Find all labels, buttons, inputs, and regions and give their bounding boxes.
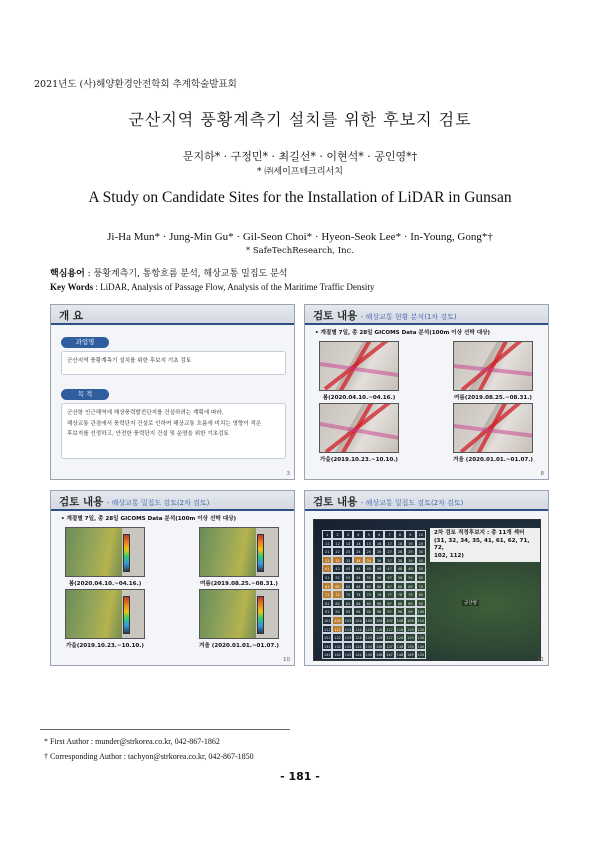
- sector-cell: 84: [353, 599, 363, 608]
- sector-cell: 95: [364, 607, 374, 616]
- sector-cell: 47: [384, 564, 394, 573]
- sector-cell: 62: [332, 582, 342, 591]
- caption-autumn: 가을(2019.10.23.~10.10.): [320, 457, 398, 463]
- sector-cell: 134: [353, 642, 363, 651]
- slide-title: 개 요: [59, 310, 83, 322]
- sector-cell: 30: [416, 547, 426, 556]
- caption-spring: 봄(2020.04.10.~04.16.): [322, 395, 396, 401]
- sector-cell: 91: [322, 607, 332, 616]
- sector-cell: 114: [353, 625, 363, 634]
- sector-cell: 119: [405, 625, 415, 634]
- sector-cell: 39: [405, 556, 415, 565]
- sector-cell: 54: [353, 573, 363, 582]
- sector-cell: 28: [395, 547, 405, 556]
- slide-candidate-sectors: [304, 490, 549, 666]
- slide-subtitle: - 해상교통 현황 분석(1차 검토): [360, 313, 457, 321]
- sector-cell: 70: [416, 582, 426, 591]
- sector-cell: 89: [405, 599, 415, 608]
- satellite-map: [313, 519, 541, 661]
- gunsan-port-label: 군산항: [464, 601, 478, 606]
- sector-cell: 135: [364, 642, 374, 651]
- sector-cell: 4: [353, 530, 363, 539]
- sector-cell: 72: [332, 590, 342, 599]
- sector-cell: 113: [343, 625, 353, 634]
- sector-cell: 41: [322, 564, 332, 573]
- sector-cell: 50: [416, 564, 426, 573]
- sector-cell: 111: [322, 625, 332, 634]
- sector-cell: 2: [332, 530, 342, 539]
- slide-title: 검토 내용: [313, 496, 358, 508]
- sector-cell: 115: [364, 625, 374, 634]
- sector-cell: 116: [374, 625, 384, 634]
- sector-cell: 85: [364, 599, 374, 608]
- footnote-first-author: * First Author : munder@strkorea.co.kr, 042-867-1862: [44, 737, 220, 746]
- sector-cell: 8: [395, 530, 405, 539]
- footnote-divider: [40, 729, 290, 730]
- sector-cell: 141: [322, 650, 332, 659]
- sector-cell: 24: [353, 547, 363, 556]
- caption-winter: 겨울 (2020.01.01.~01.07.): [199, 643, 279, 649]
- slide-overview: [50, 304, 295, 480]
- sector-cell: 81: [322, 599, 332, 608]
- sector-cell: 29: [405, 547, 415, 556]
- sector-cell: 82: [332, 599, 342, 608]
- affiliation-english: * SafeTechResearch, Inc.: [245, 246, 355, 256]
- keywords-english: [50, 282, 374, 292]
- sector-cell: 78: [395, 590, 405, 599]
- task-name-pill: 과업명: [61, 337, 109, 348]
- sector-cell: 98: [395, 607, 405, 616]
- candidate-info-line-2: (31, 32, 34, 35, 41, 61, 62, 71, 72,: [434, 537, 530, 552]
- sector-cell: 149: [405, 650, 415, 659]
- title-english: A Study on Candidate Sites for the Installation of LiDAR in Gunsan: [88, 189, 512, 206]
- sector-cell: 138: [395, 642, 405, 651]
- purpose-pill: 목 적: [61, 389, 109, 400]
- sector-cell: 125: [364, 633, 374, 642]
- sector-cell: 105: [364, 616, 374, 625]
- sector-cell: 121: [322, 633, 332, 642]
- slide-page-number: 8: [540, 471, 544, 477]
- sector-cell: 55: [364, 573, 374, 582]
- sector-cell: 66: [374, 582, 384, 591]
- sector-cell: 109: [405, 616, 415, 625]
- slide-header: [305, 305, 548, 325]
- sector-cell: 57: [384, 573, 394, 582]
- sector-cell: 35: [364, 556, 374, 565]
- sector-cell: 124: [353, 633, 363, 642]
- sector-cell: 145: [364, 650, 374, 659]
- sector-cell: 61: [322, 582, 332, 591]
- sector-cell: 46: [374, 564, 384, 573]
- sector-cell: 143: [343, 650, 353, 659]
- sector-cell: 13: [343, 539, 353, 548]
- sector-cell: 43: [343, 564, 353, 573]
- sector-cell: 103: [343, 616, 353, 625]
- sector-cell: 146: [374, 650, 384, 659]
- sector-cell: 87: [384, 599, 394, 608]
- sector-cell: 92: [332, 607, 342, 616]
- sector-cell: 97: [384, 607, 394, 616]
- sector-cell: 137: [384, 642, 394, 651]
- purpose-box: [61, 403, 286, 459]
- sector-cell: 60: [416, 573, 426, 582]
- sector-cell: 15: [364, 539, 374, 548]
- sector-cell: 63: [343, 582, 353, 591]
- sector-cell: 51: [322, 573, 332, 582]
- sector-cell: 120: [416, 625, 426, 634]
- slide-page-number: 3: [286, 471, 290, 477]
- sector-cell: 126: [374, 633, 384, 642]
- sector-cell: 27: [384, 547, 394, 556]
- sector-cell: 99: [405, 607, 415, 616]
- slide-header: [305, 491, 548, 511]
- keywords-english-label: Key Words: [50, 282, 94, 292]
- sector-cell: 132: [332, 642, 342, 651]
- sector-cell: 107: [384, 616, 394, 625]
- sector-cell: 88: [395, 599, 405, 608]
- sector-cell: 131: [322, 642, 332, 651]
- sector-cell: 77: [384, 590, 394, 599]
- sector-cell: 148: [395, 650, 405, 659]
- sector-cell: 75: [364, 590, 374, 599]
- analysis-bullet: • 계절별 7일, 총 28일 GICOMS Data 분석(100m 이상 선박 대상): [315, 330, 491, 336]
- sector-cell: 80: [416, 590, 426, 599]
- sector-cell: 48: [395, 564, 405, 573]
- traffic-map-summer: [453, 341, 533, 391]
- purpose-line-3: 후보지를 선정하고, 안전한 풍력단지 건설 및 운영을 위한 기초검토: [67, 431, 229, 438]
- slide-subtitle: - 해상교통 밀집도 검토(2차 검토): [106, 499, 210, 507]
- sector-cell: 26: [374, 547, 384, 556]
- sector-cell: 23: [343, 547, 353, 556]
- task-name-box: 군산지역 풍황계측기 설치를 위한 후보지 기초 검토: [61, 351, 286, 375]
- sector-cell: 64: [353, 582, 363, 591]
- sector-cell: 73: [343, 590, 353, 599]
- slide-page-number: 11: [537, 657, 544, 663]
- purpose-line-2: 해상교통 관점에서 풍력단지 건설로 인하여 해상교통 흐름에 미치는 영향이 적은: [67, 420, 262, 427]
- affiliation-korean: * ㈜세이프테크리서치: [257, 167, 343, 177]
- sector-cell: 31: [322, 556, 332, 565]
- sector-cell: 94: [353, 607, 363, 616]
- title-korean: 군산지역 풍황계측기 설치를 위한 후보지 검토: [128, 110, 472, 129]
- sector-cell: 40: [416, 556, 426, 565]
- caption-spring: 봄(2020.04.10.~04.16.): [68, 581, 142, 587]
- sector-cell: 123: [343, 633, 353, 642]
- sector-cell: 140: [416, 642, 426, 651]
- sector-cell: 136: [374, 642, 384, 651]
- sector-cell: 67: [384, 582, 394, 591]
- sector-cell: 71: [322, 590, 332, 599]
- sector-cell: 17: [384, 539, 394, 548]
- sector-cell: 33: [343, 556, 353, 565]
- conference-name: 2021년도 (사)해양환경안전학회 추계학술발표회: [34, 79, 237, 90]
- sector-cell: 144: [353, 650, 363, 659]
- density-map-summer: [199, 527, 279, 577]
- sector-cell: 76: [374, 590, 384, 599]
- sector-cell: 14: [353, 539, 363, 548]
- sector-cell: 147: [384, 650, 394, 659]
- sector-cell: 36: [374, 556, 384, 565]
- keywords-korean-label: 핵심용어: [50, 269, 85, 279]
- sector-cell: 44: [353, 564, 363, 573]
- sector-cell: 96: [374, 607, 384, 616]
- slide-page-number: 10: [283, 657, 290, 663]
- analysis-bullet: • 계절별 7일, 총 28일 GICOMS Data 분석(100m 이상 선박 대상): [61, 516, 237, 522]
- slide-density-analysis: [50, 490, 295, 666]
- sector-cell: 117: [384, 625, 394, 634]
- sector-cell: 9: [405, 530, 415, 539]
- sector-cell: 65: [364, 582, 374, 591]
- sector-cell: 59: [405, 573, 415, 582]
- sector-cell: 5: [364, 530, 374, 539]
- density-map-winter: [199, 589, 279, 639]
- caption-summer: 여름(2019.08.25.~08.31.): [200, 581, 278, 587]
- slide-title: 검토 내용: [313, 310, 358, 322]
- sector-cell: 106: [374, 616, 384, 625]
- traffic-map-spring: [319, 341, 399, 391]
- candidate-info-line-1: 2차 검토 적정후보지 : 총 11개 섹터: [434, 530, 525, 536]
- sector-cell: 104: [353, 616, 363, 625]
- sector-cell: 6: [374, 530, 384, 539]
- sector-cell: 58: [395, 573, 405, 582]
- sector-cell: 56: [374, 573, 384, 582]
- sector-cell: 37: [384, 556, 394, 565]
- sector-cell: 25: [364, 547, 374, 556]
- sector-cell: 128: [395, 633, 405, 642]
- sector-cell: 10: [416, 530, 426, 539]
- sector-cell: 90: [416, 599, 426, 608]
- sector-cell: 108: [395, 616, 405, 625]
- sector-cell: 38: [395, 556, 405, 565]
- sector-cell: 20: [416, 539, 426, 548]
- sector-cell: 18: [395, 539, 405, 548]
- sector-cell: 130: [416, 633, 426, 642]
- sector-cell: 74: [353, 590, 363, 599]
- sector-cell: 100: [416, 607, 426, 616]
- caption-autumn: 가을(2019.10.23.~10.10.): [66, 643, 144, 649]
- density-map-autumn: [65, 589, 145, 639]
- sector-cell: 52: [332, 573, 342, 582]
- density-map-spring: [65, 527, 145, 577]
- sector-cell: 45: [364, 564, 374, 573]
- footnote-corresponding-author: † Corresponding Author : tachyon@strkorea.co.kr, 042-867-1850: [44, 752, 254, 761]
- sector-cell: 139: [405, 642, 415, 651]
- keywords-korean: [50, 266, 287, 279]
- sector-cell: 110: [416, 616, 426, 625]
- caption-summer: 여름(2019.08.25.~08.31.): [454, 395, 532, 401]
- slide-header: [51, 491, 294, 511]
- sector-cell: 86: [374, 599, 384, 608]
- sector-cell: 16: [374, 539, 384, 548]
- purpose-line-1: 군산항 인근해역에 해상풍력발전단지를 건설하려는 계획에 따라,: [67, 410, 224, 416]
- sector-cell: 101: [322, 616, 332, 625]
- sector-cell: 19: [405, 539, 415, 548]
- sector-cell: 21: [322, 547, 332, 556]
- sector-cell: 53: [343, 573, 353, 582]
- slide-title: 검토 내용: [59, 496, 104, 508]
- traffic-map-autumn: [319, 403, 399, 453]
- sector-cell: 7: [384, 530, 394, 539]
- candidate-info-line-3: 102, 112): [434, 552, 464, 559]
- sector-cell: 150: [416, 650, 426, 659]
- sector-cell: 133: [343, 642, 353, 651]
- traffic-map-winter: [453, 403, 533, 453]
- sector-cell: 83: [343, 599, 353, 608]
- sector-cell: 93: [343, 607, 353, 616]
- caption-winter: 겨울 (2020.01.01.~01.07.): [453, 457, 533, 463]
- slide-header: [51, 305, 294, 325]
- sector-cell: 12: [332, 539, 342, 548]
- sector-cell: 68: [395, 582, 405, 591]
- keywords-korean-text: : 풍황계측기, 통항흐름 분석, 해상교통 밀집도 분석: [87, 269, 288, 279]
- sector-cell: 129: [405, 633, 415, 642]
- page-number: - 181 -: [280, 770, 320, 783]
- authors-korean: 문지하* · 구정민* · 최길선* · 이현석* · 공인영*†: [182, 150, 418, 163]
- sector-cell: 49: [405, 564, 415, 573]
- sector-cell: 42: [332, 564, 342, 573]
- sector-cell: 142: [332, 650, 342, 659]
- slide-subtitle: - 해상교통 밀집도 검토(2차 검토): [360, 499, 464, 507]
- sector-cell: 34: [353, 556, 363, 565]
- sector-cell: 122: [332, 633, 342, 642]
- slide-traffic-analysis: [304, 304, 549, 480]
- candidate-info: [430, 528, 540, 562]
- sector-cell: 22: [332, 547, 342, 556]
- sector-cell: 3: [343, 530, 353, 539]
- sector-grid: [322, 530, 426, 659]
- sector-cell: 118: [395, 625, 405, 634]
- sector-cell: 79: [405, 590, 415, 599]
- sector-cell: 69: [405, 582, 415, 591]
- sector-cell: 32: [332, 556, 342, 565]
- sector-cell: 1: [322, 530, 332, 539]
- keywords-english-text: : LiDAR, Analysis of Passage Flow, Analysis of the Maritime Traffic Density: [95, 282, 375, 292]
- sector-cell: 11: [322, 539, 332, 548]
- authors-english: Ji-Ha Mun* · Jung-Min Gu* · Gil-Seon Choi* · Hyeon-Seok Lee* · In-Young, Gong*†: [107, 231, 493, 243]
- sector-cell: 102: [332, 616, 342, 625]
- sector-cell: 112: [332, 625, 342, 634]
- sector-cell: 127: [384, 633, 394, 642]
